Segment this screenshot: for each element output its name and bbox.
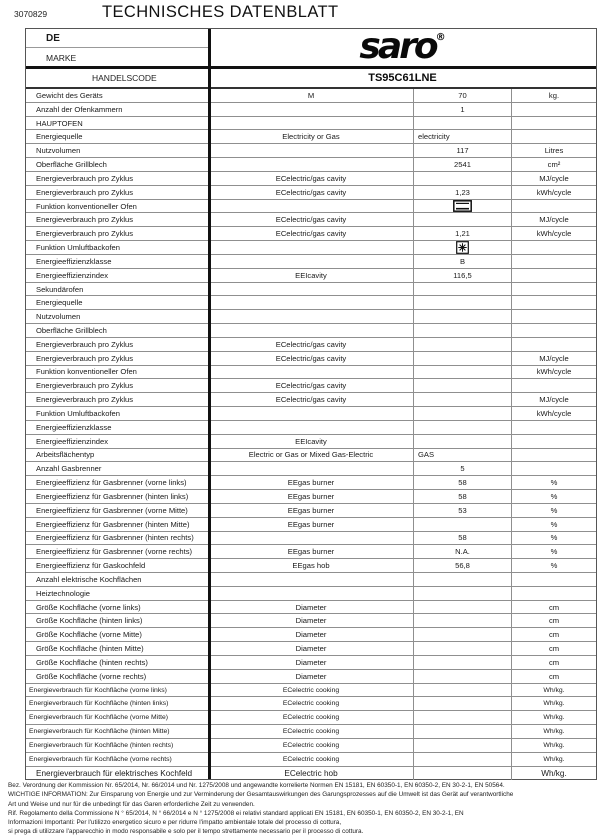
row-label: Energieverbrauch pro Zyklus bbox=[36, 353, 134, 363]
table-row bbox=[26, 172, 596, 186]
row-formula: EEgas burner bbox=[287, 478, 335, 488]
row-value bbox=[413, 379, 511, 392]
row-formula: Diameter bbox=[295, 644, 327, 654]
row-value bbox=[413, 366, 511, 379]
footer-line: WICHTIGE INFORMATION: Zur Einsparung von Energie und zur Verminderung der Gesamtauswirkungen des Garungsprozesses auf die Umwelt ist das Gerät auf verantwortliche bbox=[8, 791, 514, 799]
row-label: Energieeffizienz für Gasbrenner (vorne rechts) bbox=[36, 547, 193, 557]
row-formula bbox=[209, 310, 413, 323]
row-formula bbox=[209, 200, 413, 213]
row-label: Energiequelle bbox=[36, 132, 83, 142]
table-row bbox=[26, 753, 596, 767]
row-label: Größe Kochfläche (vorne links) bbox=[36, 602, 141, 612]
row-unit: Wh/kg. bbox=[511, 725, 596, 738]
row-label: Oberfläche Grillblech bbox=[36, 325, 107, 335]
table-row bbox=[26, 213, 596, 227]
row-unit: Wh/kg. bbox=[511, 753, 596, 766]
row-unit bbox=[511, 283, 596, 296]
row-unit bbox=[511, 421, 596, 434]
row-value bbox=[413, 241, 511, 254]
table-row bbox=[26, 739, 596, 753]
table-row bbox=[26, 158, 596, 172]
row-unit bbox=[511, 462, 596, 475]
table-row bbox=[26, 255, 596, 269]
row-unit: cm bbox=[511, 656, 596, 669]
row-formula bbox=[209, 324, 413, 337]
row-unit bbox=[511, 255, 596, 268]
row-value bbox=[413, 338, 511, 351]
row-unit bbox=[511, 449, 596, 462]
row-value bbox=[413, 587, 511, 600]
row-label: Gewicht des Geräts bbox=[36, 90, 103, 100]
row-unit: cm bbox=[511, 614, 596, 627]
row-label: Energieeffizienzklasse bbox=[36, 422, 112, 432]
row-formula: ECelectric cooking bbox=[282, 700, 340, 708]
saro-logo bbox=[359, 25, 446, 67]
row-formula: Electric or Gas or Mixed Gas-Electric bbox=[248, 450, 374, 460]
row-formula: ECelectric cooking bbox=[282, 714, 340, 722]
row-value: 1,21 bbox=[413, 227, 511, 240]
table-row bbox=[26, 601, 596, 615]
footer-line: si prega di utilizzare l'apparecchio in modo responsabile e solo per il tempo strettamente necessario per il processo di cottura. bbox=[8, 828, 364, 836]
row-label: Energieverbrauch pro Zyklus bbox=[36, 187, 134, 197]
row-value bbox=[413, 573, 511, 586]
row-value: 1,23 bbox=[413, 186, 511, 199]
row-label: Arbeitsflächentyp bbox=[36, 450, 95, 460]
row-unit: Wh/kg. bbox=[511, 697, 596, 710]
row-unit bbox=[511, 296, 596, 309]
row-formula: ECelectric hob bbox=[284, 768, 338, 778]
row-value: 70 bbox=[413, 89, 511, 102]
row-label: Energieeffizienz für Gasbrenner (hinten links) bbox=[36, 491, 189, 501]
footer-notes bbox=[8, 781, 596, 837]
fan-icon bbox=[456, 241, 469, 254]
row-formula bbox=[209, 117, 413, 130]
row-formula: Electricity or Gas bbox=[282, 132, 340, 142]
row-formula: EEgas burner bbox=[287, 505, 335, 515]
row-formula bbox=[209, 255, 413, 268]
row-label: Anzahl elektrische Kochflächen bbox=[36, 574, 142, 584]
row-label: Energieeffizienz für Gasbrenner (vorne Mitte) bbox=[36, 505, 188, 515]
row-formula: EEgas burner bbox=[287, 547, 335, 557]
table-body bbox=[26, 89, 596, 781]
registered-trademark-icon: ® bbox=[435, 31, 446, 43]
table-row bbox=[26, 296, 596, 310]
table-row bbox=[26, 379, 596, 393]
row-value bbox=[413, 601, 511, 614]
row-unit bbox=[511, 379, 596, 392]
footer-line: Informazioni Importanti: Per l'utilizzo energetico sicuro e per ridurre l'impatto ambientale totale del processo di cottura, bbox=[8, 819, 342, 827]
table-row bbox=[26, 476, 596, 490]
row-unit: Wh/kg. bbox=[511, 739, 596, 752]
row-label: Anzahl der Ofenkammern bbox=[36, 104, 123, 114]
row-label: Energieverbrauch pro Zyklus bbox=[36, 215, 134, 225]
table-row bbox=[26, 532, 596, 546]
row-formula: ECelectric cooking bbox=[282, 686, 340, 694]
row-formula bbox=[209, 573, 413, 586]
row-unit bbox=[511, 587, 596, 600]
row-unit: Wh/kg. bbox=[511, 767, 596, 781]
row-value bbox=[413, 670, 511, 683]
row-formula: M bbox=[307, 90, 315, 100]
footer-line: Bez. Verordnung der Kommission Nr. 65/2014, Nr. 66/2014 und Nr. 1275/2008 und angewandte korrelierte Normen EN 15181, EN 60350-1, EN 60350-2, EN 30-2-1, EN 50564. bbox=[8, 782, 505, 789]
table-row bbox=[26, 711, 596, 725]
row-formula: EEgas hob bbox=[292, 561, 330, 571]
brand-label: MARKE bbox=[46, 53, 77, 63]
row-formula: ECelectric cooking bbox=[282, 741, 340, 749]
table-row bbox=[26, 449, 596, 463]
row-formula: ECelectric/gas cavity bbox=[275, 395, 347, 405]
row-label: Energieeffizienzindex bbox=[36, 270, 109, 280]
row-unit: % bbox=[511, 504, 596, 517]
table-row bbox=[26, 421, 596, 435]
row-unit: % bbox=[511, 518, 596, 531]
row-unit bbox=[511, 117, 596, 130]
row-label: Heiztechnologie bbox=[36, 588, 91, 598]
table-row bbox=[26, 324, 596, 338]
row-value bbox=[413, 711, 511, 724]
row-unit bbox=[511, 200, 596, 213]
row-value bbox=[413, 753, 511, 766]
row-value: 1 bbox=[413, 103, 511, 116]
table-row bbox=[26, 614, 596, 628]
row-label: Energieverbrauch pro Zyklus bbox=[36, 395, 134, 405]
row-label: Energieverbrauch für Kochfläche (hinten Mitte) bbox=[29, 728, 170, 735]
handelscode-value: TS95C61LNE bbox=[368, 72, 437, 84]
table-row bbox=[26, 241, 596, 255]
row-unit: Wh/kg. bbox=[511, 711, 596, 724]
row-value bbox=[413, 407, 511, 420]
table-row bbox=[26, 283, 596, 297]
row-formula: Diameter bbox=[295, 657, 327, 667]
table-row bbox=[26, 366, 596, 380]
footer-line: Art und Weise und nur für die unbedingt für das Garen erforderliche Zeit zu verwenden. bbox=[8, 800, 255, 808]
row-formula: EEgas burner bbox=[287, 519, 335, 529]
row-unit: % bbox=[511, 545, 596, 558]
table-row bbox=[26, 393, 596, 407]
oven-icon bbox=[453, 200, 472, 212]
language-label: DE bbox=[26, 29, 209, 48]
table-row bbox=[26, 656, 596, 670]
row-unit: cm² bbox=[511, 158, 596, 171]
row-formula bbox=[209, 144, 413, 157]
row-label: Funktion konventioneller Ofen bbox=[36, 201, 137, 211]
row-unit bbox=[511, 269, 596, 282]
table-row bbox=[26, 435, 596, 449]
row-formula: EEIcavity bbox=[295, 270, 327, 280]
row-value: GAS bbox=[413, 449, 511, 462]
row-formula bbox=[209, 532, 413, 545]
row-value bbox=[413, 739, 511, 752]
row-label: Energieverbrauch für elektrisches Kochfeld bbox=[36, 768, 193, 778]
row-value bbox=[413, 172, 511, 185]
row-unit: MJ/cycle bbox=[511, 352, 596, 365]
table-row bbox=[26, 559, 596, 573]
column-divider bbox=[208, 29, 211, 779]
row-formula: ECelectric/gas cavity bbox=[275, 173, 347, 183]
row-formula: ECelectric/gas cavity bbox=[275, 339, 347, 349]
row-formula bbox=[209, 158, 413, 171]
row-label: Energieverbrauch für Kochfläche (vorne links) bbox=[29, 686, 167, 694]
footer-line: Rif. Regolamento della Commissione N ° 65/2014, N ° 66/2014 e N ° 1275/2008 ei relativi standard applicati EN 15181, EN 60350-1, EN 60350-2, EN 30-2-1, EN bbox=[8, 809, 464, 817]
row-label: Energieeffizienz für Gasbrenner (hinten Mitte) bbox=[36, 519, 190, 529]
row-value bbox=[413, 296, 511, 309]
row-label: Energieverbrauch für Kochfläche (vorne Mitte) bbox=[29, 714, 169, 722]
row-unit bbox=[511, 241, 596, 254]
row-value: 58 bbox=[413, 476, 511, 489]
row-value: 58 bbox=[413, 532, 511, 545]
row-unit: kWh/cycle bbox=[511, 186, 596, 199]
row-label: Energieverbrauch pro Zyklus bbox=[36, 229, 134, 239]
row-unit: cm bbox=[511, 628, 596, 641]
row-formula bbox=[209, 421, 413, 434]
row-value bbox=[413, 642, 511, 655]
row-formula: ECelectric cooking bbox=[282, 728, 340, 735]
row-value bbox=[413, 200, 511, 213]
row-label: Oberfläche Grillblech bbox=[36, 160, 107, 170]
row-formula: Diameter bbox=[295, 630, 327, 640]
row-formula: Diameter bbox=[295, 602, 327, 612]
row-value: N.A. bbox=[413, 545, 511, 558]
row-label: Energieverbrauch für Kochfläche (hinten links) bbox=[29, 700, 169, 708]
row-value bbox=[413, 697, 511, 710]
row-unit bbox=[511, 310, 596, 323]
row-value: electricity bbox=[413, 130, 511, 143]
row-label: Nutzvolumen bbox=[36, 312, 81, 322]
table-row bbox=[26, 186, 596, 200]
handelscode-label: HANDELSCODE bbox=[92, 73, 157, 83]
row-label: Größe Kochfläche (hinten rechts) bbox=[36, 657, 148, 667]
row-label: Energiequelle bbox=[36, 298, 83, 308]
row-formula: ECelectric/gas cavity bbox=[275, 381, 347, 391]
row-value bbox=[413, 628, 511, 641]
handelscode-row bbox=[26, 69, 596, 89]
row-unit: kWh/cycle bbox=[511, 407, 596, 420]
table-row bbox=[26, 462, 596, 476]
page-title: TECHNISCHES DATENBLATT bbox=[102, 3, 339, 21]
row-formula: ECelectric/gas cavity bbox=[275, 215, 347, 225]
row-label: Energieverbrauch pro Zyklus bbox=[36, 173, 134, 183]
row-label: Energieeffizienzklasse bbox=[36, 256, 112, 266]
table-row bbox=[26, 573, 596, 587]
table-row bbox=[26, 518, 596, 532]
document-number: 3070829 bbox=[14, 9, 48, 19]
row-value bbox=[413, 767, 511, 781]
row-formula: Diameter bbox=[295, 671, 327, 681]
row-label: Energieverbrauch für Kochfläche (vorne rechts) bbox=[29, 755, 172, 763]
table-row bbox=[26, 269, 596, 283]
row-value bbox=[413, 421, 511, 434]
row-label: Energieeffizienz für Gasbrenner (hinten rechts) bbox=[36, 533, 194, 543]
row-label: Energieeffizienz für Gasbrenner (vorne links) bbox=[36, 478, 187, 488]
row-formula: EEIcavity bbox=[295, 436, 327, 446]
row-unit bbox=[511, 130, 596, 143]
row-formula: EEgas burner bbox=[287, 491, 335, 501]
row-value bbox=[413, 310, 511, 323]
row-unit: kg. bbox=[511, 89, 596, 102]
row-formula bbox=[209, 462, 413, 475]
row-value bbox=[413, 393, 511, 406]
datasheet-table bbox=[25, 25, 597, 780]
row-label: Energieeffizienz für Gaskochfeld bbox=[36, 561, 146, 571]
row-formula bbox=[209, 366, 413, 379]
row-formula bbox=[209, 103, 413, 116]
row-formula: ECelectric/gas cavity bbox=[275, 353, 347, 363]
table-row bbox=[26, 407, 596, 421]
row-unit: MJ/cycle bbox=[511, 393, 596, 406]
row-formula bbox=[209, 283, 413, 296]
table-row bbox=[26, 200, 596, 214]
table-row bbox=[26, 89, 596, 103]
row-value: B bbox=[413, 255, 511, 268]
row-value: 116,5 bbox=[413, 269, 511, 282]
row-unit: cm bbox=[511, 601, 596, 614]
table-row bbox=[26, 684, 596, 698]
row-unit: % bbox=[511, 559, 596, 572]
row-value bbox=[413, 324, 511, 337]
row-unit: MJ/cycle bbox=[511, 213, 596, 226]
row-unit bbox=[511, 435, 596, 448]
row-formula bbox=[209, 587, 413, 600]
row-label: Größe Kochfläche (hinten Mitte) bbox=[36, 644, 144, 654]
row-label: Funktion Umluftbackofen bbox=[36, 408, 120, 418]
row-value bbox=[413, 435, 511, 448]
row-value: 117 bbox=[413, 144, 511, 157]
row-label: Größe Kochfläche (vorne Mitte) bbox=[36, 630, 142, 640]
row-formula bbox=[209, 241, 413, 254]
row-value bbox=[413, 656, 511, 669]
table-row bbox=[26, 670, 596, 684]
table-row bbox=[26, 545, 596, 559]
row-value bbox=[413, 117, 511, 130]
row-value: 53 bbox=[413, 504, 511, 517]
row-label: Nutzvolumen bbox=[36, 146, 81, 156]
row-value bbox=[413, 283, 511, 296]
row-unit: Litres bbox=[511, 144, 596, 157]
row-label: Energieverbrauch pro Zyklus bbox=[36, 381, 134, 391]
row-formula: ECelectric/gas cavity bbox=[275, 187, 347, 197]
table-row bbox=[26, 338, 596, 352]
row-formula: ECelectric cooking bbox=[282, 755, 340, 763]
row-unit: kWh/cycle bbox=[511, 366, 596, 379]
row-label: Funktion Umluftbackofen bbox=[36, 243, 120, 253]
row-unit: % bbox=[511, 532, 596, 545]
table-row bbox=[26, 504, 596, 518]
row-unit bbox=[511, 573, 596, 586]
row-unit: % bbox=[511, 490, 596, 503]
row-value bbox=[413, 614, 511, 627]
row-label: Energieverbrauch für Kochfläche (hinten rechts) bbox=[29, 741, 174, 749]
row-value bbox=[413, 684, 511, 697]
table-row bbox=[26, 767, 596, 781]
brand-header bbox=[26, 25, 596, 69]
row-formula: Diameter bbox=[295, 616, 327, 626]
row-formula: ECelectric/gas cavity bbox=[275, 229, 347, 239]
table-row bbox=[26, 144, 596, 158]
table-row bbox=[26, 587, 596, 601]
saro-logo-text: saro bbox=[359, 25, 436, 67]
row-formula bbox=[209, 296, 413, 309]
row-unit: % bbox=[511, 476, 596, 489]
row-value: 56,8 bbox=[413, 559, 511, 572]
row-label: Anzahl Gasbrenner bbox=[36, 464, 102, 474]
table-row bbox=[26, 628, 596, 642]
row-label: Sekundärofen bbox=[36, 284, 84, 294]
row-unit bbox=[511, 338, 596, 351]
table-row bbox=[26, 490, 596, 504]
row-unit: MJ/cycle bbox=[511, 172, 596, 185]
row-unit bbox=[511, 324, 596, 337]
table-row bbox=[26, 117, 596, 131]
row-value: 5 bbox=[413, 462, 511, 475]
row-label: Größe Kochfläche (vorne rechts) bbox=[36, 671, 147, 681]
row-value bbox=[413, 725, 511, 738]
row-label: Funktion konventioneller Ofen bbox=[36, 367, 137, 377]
row-label: HAUPTOFEN bbox=[36, 118, 83, 128]
row-label: Energieeffizienzindex bbox=[36, 436, 109, 446]
table-row bbox=[26, 227, 596, 241]
row-value bbox=[413, 352, 511, 365]
row-value bbox=[413, 213, 511, 226]
row-value bbox=[413, 518, 511, 531]
row-unit: Wh/kg. bbox=[511, 684, 596, 697]
row-unit bbox=[511, 103, 596, 116]
table-row bbox=[26, 310, 596, 324]
table-row bbox=[26, 725, 596, 739]
table-row bbox=[26, 697, 596, 711]
row-value: 58 bbox=[413, 490, 511, 503]
row-unit: cm bbox=[511, 670, 596, 683]
row-unit: cm bbox=[511, 642, 596, 655]
row-formula bbox=[209, 407, 413, 420]
row-label: Energieverbrauch pro Zyklus bbox=[36, 339, 134, 349]
table-row bbox=[26, 130, 596, 144]
table-row bbox=[26, 103, 596, 117]
row-unit: kWh/cycle bbox=[511, 227, 596, 240]
table-row bbox=[26, 352, 596, 366]
table-row bbox=[26, 642, 596, 656]
row-label: Größe Kochfläche (hinten links) bbox=[36, 616, 143, 626]
row-value: 2541 bbox=[413, 158, 511, 171]
